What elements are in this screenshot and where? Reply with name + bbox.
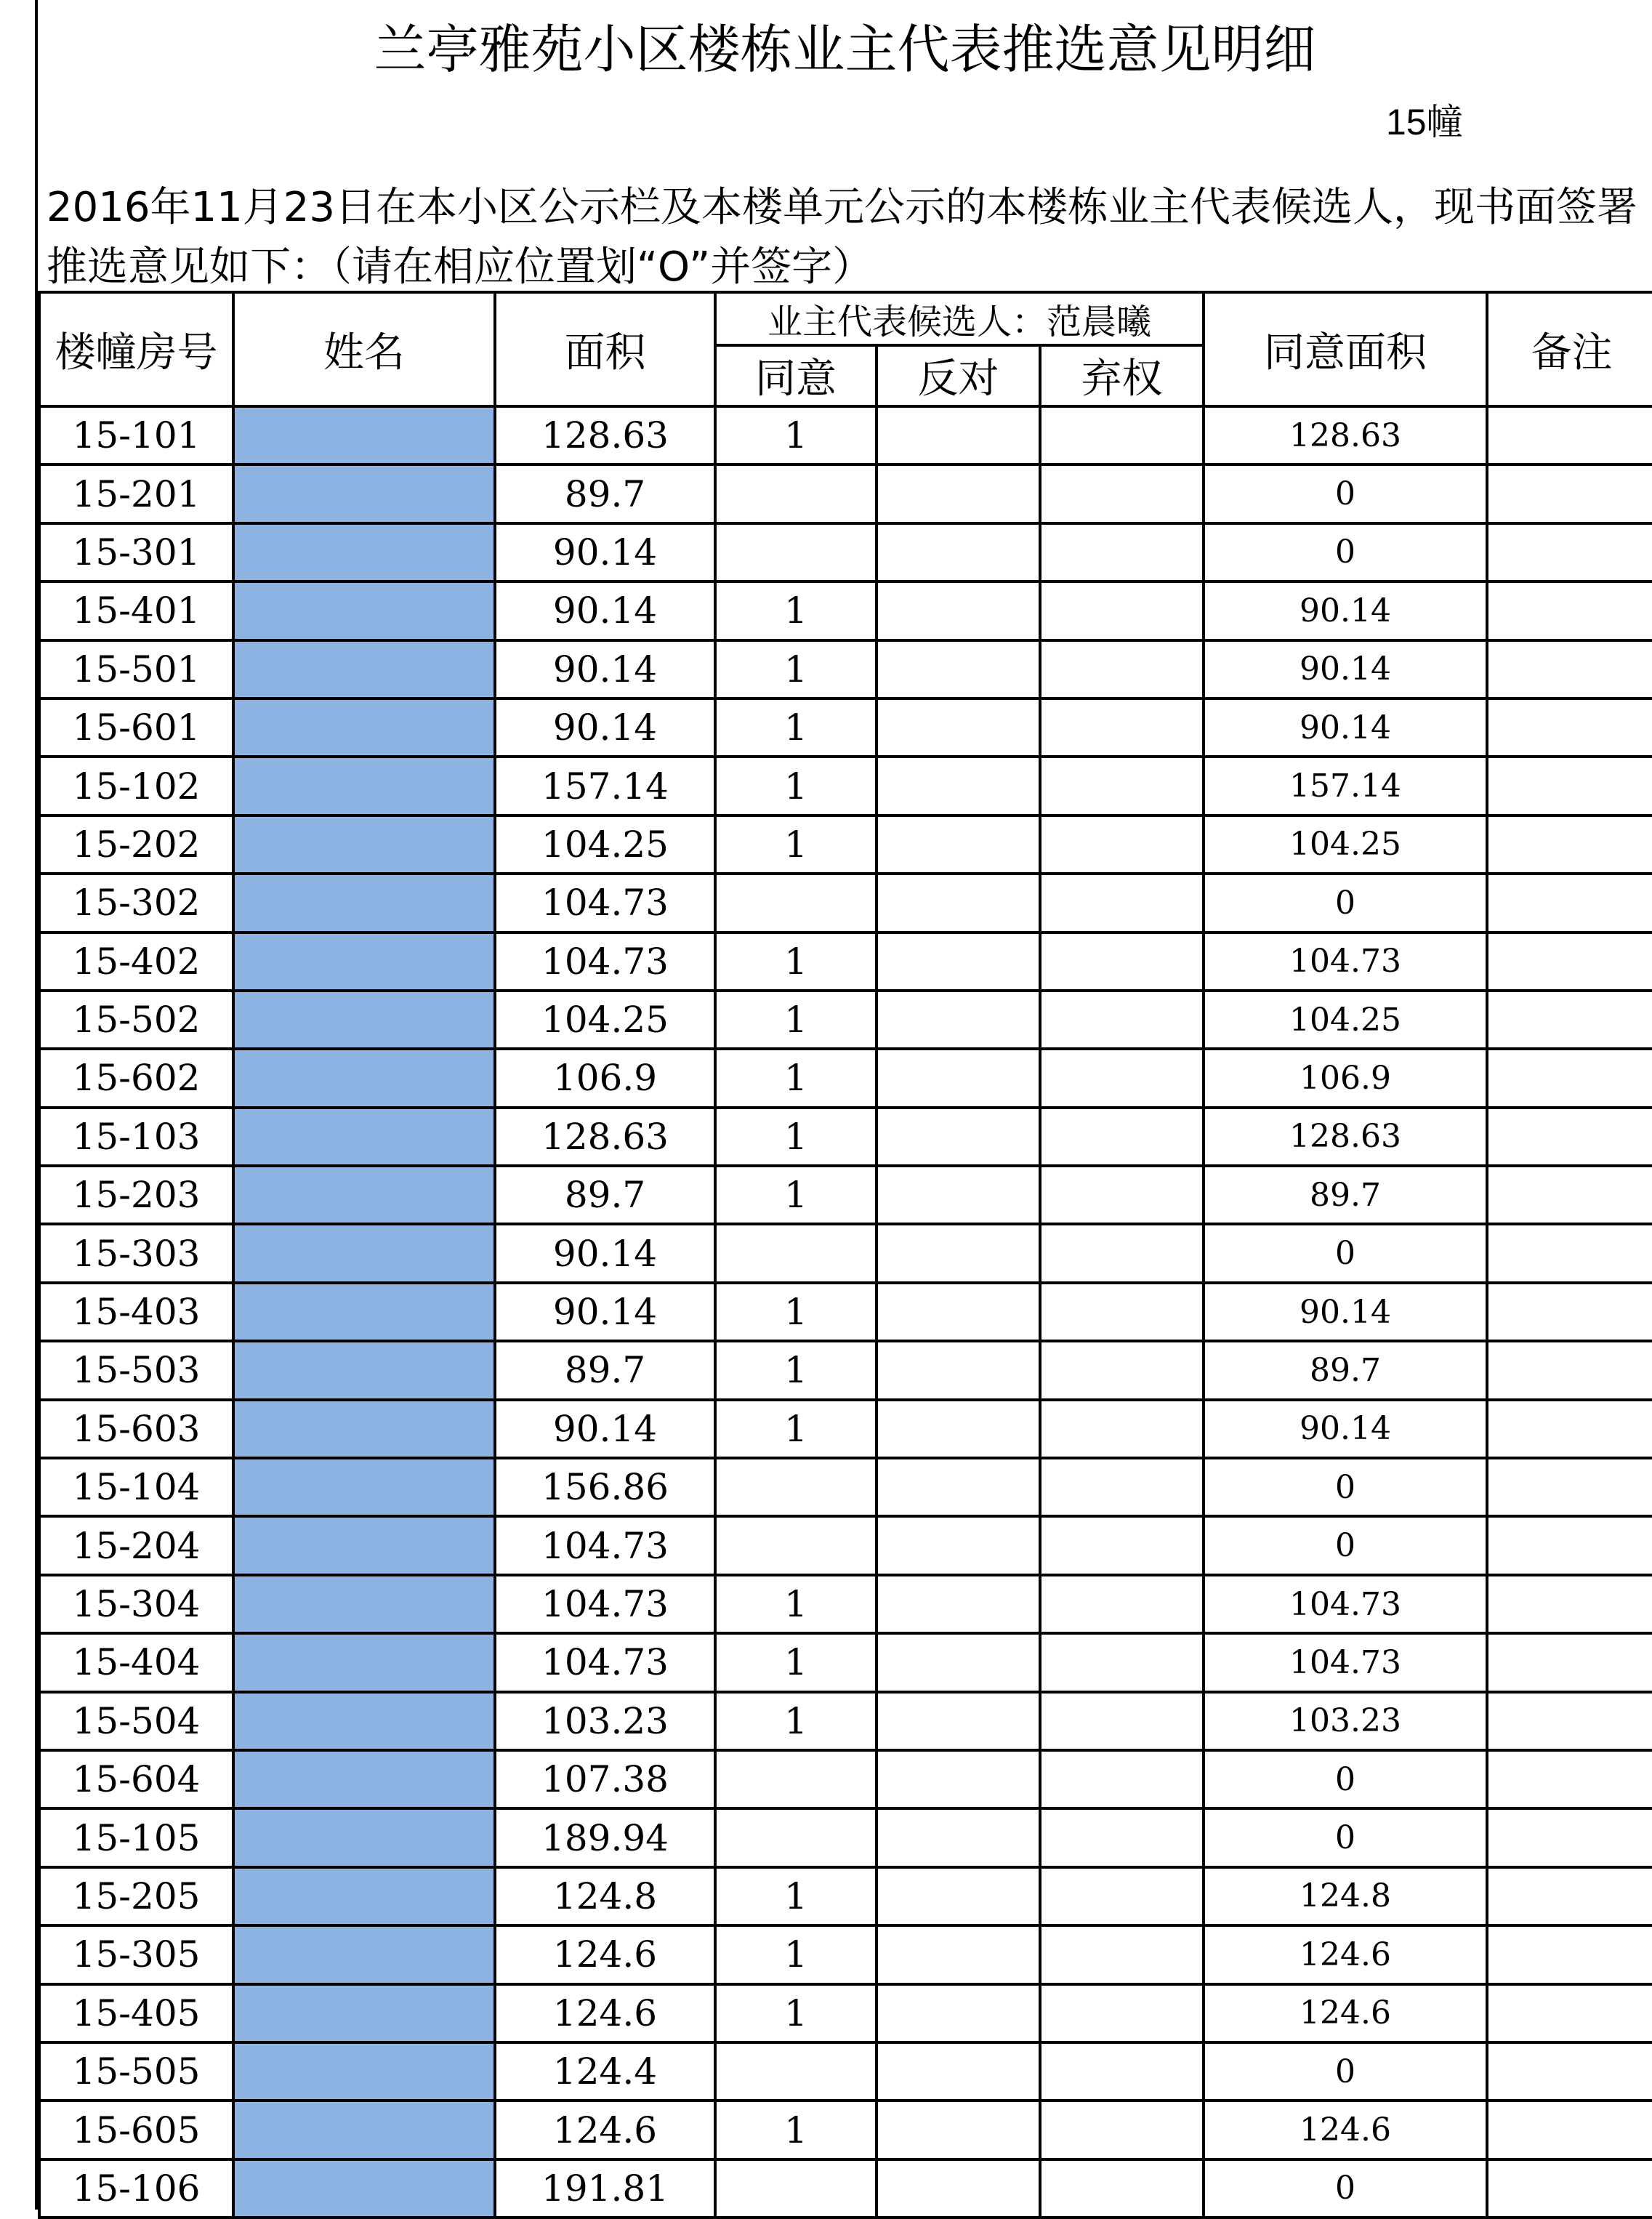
name-cell (233, 1283, 495, 1341)
abstain-cell (1040, 1400, 1204, 1458)
abstain-cell (1040, 1108, 1204, 1166)
room-cell: 15-301 (39, 523, 233, 581)
room-cell: 15-304 (39, 1575, 233, 1633)
agree-cell: 1 (715, 406, 877, 464)
agree-area-cell: 0 (1204, 1808, 1487, 1866)
agree-area-cell: 104.73 (1204, 1575, 1487, 1633)
agree-cell: 1 (715, 581, 877, 640)
room-cell: 15-105 (39, 1808, 233, 1866)
remark-cell (1487, 2042, 1652, 2101)
area-cell: 89.7 (495, 464, 715, 523)
table-row (39, 2042, 1652, 2101)
abstain-cell (1040, 2159, 1204, 2218)
abstain-cell (1040, 1867, 1204, 1925)
name-cell (233, 1166, 495, 1224)
agree-cell: 1 (715, 1049, 877, 1107)
oppose-cell (877, 815, 1040, 874)
area-cell: 104.73 (495, 1516, 715, 1574)
oppose-cell (877, 1108, 1040, 1166)
remark-cell (1487, 1341, 1652, 1399)
room-cell: 15-205 (39, 1867, 233, 1925)
area-cell: 104.73 (495, 1575, 715, 1633)
room-cell: 15-602 (39, 1049, 233, 1107)
remark-cell (1487, 933, 1652, 991)
oppose-cell (877, 1925, 1040, 1984)
table-row (39, 2159, 1652, 2218)
room-cell: 15-505 (39, 2042, 233, 2101)
name-cell (233, 1750, 495, 1808)
agree-area-cell: 0 (1204, 464, 1487, 523)
oppose-cell (877, 523, 1040, 581)
agree-area-cell: 0 (1204, 2042, 1487, 2101)
abstain-cell (1040, 523, 1204, 581)
area-cell: 124.8 (495, 1867, 715, 1925)
remark-cell (1487, 1808, 1652, 1866)
remark-cell (1487, 757, 1652, 815)
area-cell: 124.6 (495, 1925, 715, 1984)
oppose-cell (877, 1692, 1040, 1750)
header-name: 姓名 (233, 292, 495, 406)
abstain-cell (1040, 1224, 1204, 1282)
oppose-cell (877, 581, 1040, 640)
name-cell (233, 581, 495, 640)
abstain-cell (1040, 2042, 1204, 2101)
oppose-cell (877, 991, 1040, 1049)
name-cell (233, 1984, 495, 2042)
table-row (39, 1166, 1652, 1224)
agree-cell: 1 (715, 1283, 877, 1341)
table-row (39, 1458, 1652, 1516)
agree-cell (715, 2159, 877, 2218)
abstain-cell (1040, 1575, 1204, 1633)
agree-cell: 1 (715, 1575, 877, 1633)
room-cell: 15-603 (39, 1400, 233, 1458)
remark-cell (1487, 406, 1652, 464)
agree-cell: 1 (715, 1633, 877, 1691)
notice-text: 2016年11月23日在本小区公示栏及本楼单元公示的本楼栋业主代表候选人，现书面签署推选意见如下：（请在相应位置划“O”并签字） (47, 184, 1638, 291)
area-cell: 128.63 (495, 1108, 715, 1166)
agree-area-cell: 124.6 (1204, 2101, 1487, 2159)
room-cell: 15-502 (39, 991, 233, 1049)
name-cell (233, 523, 495, 581)
oppose-cell (877, 874, 1040, 932)
agree-area-cell: 103.23 (1204, 1692, 1487, 1750)
room-cell: 15-604 (39, 1750, 233, 1808)
room-cell: 15-402 (39, 933, 233, 991)
agree-area-cell: 0 (1204, 2159, 1487, 2218)
remark-cell (1487, 2101, 1652, 2159)
remark-cell (1487, 1516, 1652, 1574)
agree-area-cell: 128.63 (1204, 1108, 1487, 1166)
abstain-cell (1040, 933, 1204, 991)
page-title: 兰亭雅苑小区楼栋业主代表推选意见明细 (374, 19, 1316, 80)
abstain-cell (1040, 1808, 1204, 1866)
agree-cell: 1 (715, 698, 877, 757)
table-row (39, 640, 1652, 698)
agree-cell: 1 (715, 1984, 877, 2042)
remark-cell (1487, 1108, 1652, 1166)
remark-cell (1487, 815, 1652, 874)
remark-cell (1487, 1400, 1652, 1458)
agree-cell: 1 (715, 640, 877, 698)
remark-cell (1487, 1984, 1652, 2042)
room-cell: 15-503 (39, 1341, 233, 1399)
room-cell: 15-501 (39, 640, 233, 698)
area-cell: 90.14 (495, 581, 715, 640)
area-cell: 124.6 (495, 2101, 715, 2159)
agree-cell: 1 (715, 815, 877, 874)
table-row (39, 1575, 1652, 1633)
table-row (39, 1867, 1652, 1925)
abstain-cell (1040, 874, 1204, 932)
name-cell (233, 698, 495, 757)
area-cell: 103.23 (495, 1692, 715, 1750)
remark-cell (1487, 640, 1652, 698)
agree-cell: 1 (715, 1692, 877, 1750)
remark-cell (1487, 991, 1652, 1049)
agree-cell: 1 (715, 991, 877, 1049)
abstain-cell (1040, 640, 1204, 698)
agree-cell: 1 (715, 1108, 877, 1166)
oppose-cell (877, 1049, 1040, 1107)
agree-cell: 1 (715, 757, 877, 815)
oppose-cell (877, 406, 1040, 464)
table-row (39, 1283, 1652, 1341)
abstain-cell (1040, 581, 1204, 640)
agree-area-cell: 124.8 (1204, 1867, 1487, 1925)
room-cell: 15-203 (39, 1166, 233, 1224)
agree-area-cell: 157.14 (1204, 757, 1487, 815)
oppose-cell (877, 1633, 1040, 1691)
agree-cell: 1 (715, 1166, 877, 1224)
table-row (39, 406, 1652, 464)
name-cell (233, 406, 495, 464)
agree-area-cell: 104.73 (1204, 1633, 1487, 1691)
abstain-cell (1040, 1750, 1204, 1808)
abstain-cell (1040, 698, 1204, 757)
table-row (39, 698, 1652, 757)
name-cell (233, 1633, 495, 1691)
area-cell: 106.9 (495, 1049, 715, 1107)
agree-cell (715, 464, 877, 523)
remark-cell (1487, 1750, 1652, 1808)
header-abstain: 弃权 (1040, 345, 1204, 406)
remark-cell (1487, 1224, 1652, 1282)
remark-cell (1487, 1283, 1652, 1341)
oppose-cell (877, 1341, 1040, 1399)
room-cell: 15-302 (39, 874, 233, 932)
table-row (39, 523, 1652, 581)
room-cell: 15-201 (39, 464, 233, 523)
table-row (39, 1925, 1652, 1984)
abstain-cell (1040, 1516, 1204, 1574)
abstain-cell (1040, 757, 1204, 815)
agree-area-cell: 90.14 (1204, 1400, 1487, 1458)
abstain-cell (1040, 1984, 1204, 2042)
name-cell (233, 2159, 495, 2218)
oppose-cell (877, 640, 1040, 698)
agree-area-cell: 0 (1204, 1224, 1487, 1282)
header-remark: 备注 (1487, 292, 1652, 406)
remark-cell (1487, 698, 1652, 757)
remark-cell (1487, 1925, 1652, 1984)
room-cell: 15-104 (39, 1458, 233, 1516)
room-cell: 15-403 (39, 1283, 233, 1341)
oppose-cell (877, 1867, 1040, 1925)
area-cell: 156.86 (495, 1458, 715, 1516)
area-cell: 104.25 (495, 991, 715, 1049)
table-row (39, 464, 1652, 523)
oppose-cell (877, 1808, 1040, 1866)
oppose-cell (877, 1283, 1040, 1341)
room-cell: 15-605 (39, 2101, 233, 2159)
remark-cell (1487, 1575, 1652, 1633)
area-cell: 104.73 (495, 1633, 715, 1691)
table-row (39, 991, 1652, 1049)
table-row (39, 1633, 1652, 1691)
remark-cell (1487, 1049, 1652, 1107)
abstain-cell (1040, 1692, 1204, 1750)
area-cell: 157.14 (495, 757, 715, 815)
name-cell (233, 1516, 495, 1574)
table-row (39, 1516, 1652, 1574)
name-cell (233, 933, 495, 991)
agree-cell (715, 1516, 877, 1574)
oppose-cell (877, 1516, 1040, 1574)
abstain-cell (1040, 1341, 1204, 1399)
oppose-cell (877, 757, 1040, 815)
name-cell (233, 1575, 495, 1633)
area-cell: 191.81 (495, 2159, 715, 2218)
agree-area-cell: 128.63 (1204, 406, 1487, 464)
agree-cell: 1 (715, 1925, 877, 1984)
agree-area-cell: 89.7 (1204, 1341, 1487, 1399)
table-row (39, 1984, 1652, 2042)
room-cell: 15-202 (39, 815, 233, 874)
remark-cell (1487, 1692, 1652, 1750)
header-room: 楼幢房号 (39, 292, 233, 406)
agree-area-cell: 106.9 (1204, 1049, 1487, 1107)
oppose-cell (877, 698, 1040, 757)
oppose-cell (877, 1575, 1040, 1633)
area-cell: 90.14 (495, 1400, 715, 1458)
agree-area-cell: 124.6 (1204, 1984, 1487, 2042)
area-cell: 128.63 (495, 406, 715, 464)
name-cell (233, 2101, 495, 2159)
table-row (39, 2101, 1652, 2159)
agree-cell: 1 (715, 1867, 877, 1925)
oppose-cell (877, 464, 1040, 523)
abstain-cell (1040, 1049, 1204, 1107)
room-cell: 15-204 (39, 1516, 233, 1574)
room-cell: 15-305 (39, 1925, 233, 1984)
table-row (39, 1049, 1652, 1107)
room-cell: 15-504 (39, 1692, 233, 1750)
agree-area-cell: 89.7 (1204, 1166, 1487, 1224)
oppose-cell (877, 2159, 1040, 2218)
remark-cell (1487, 2159, 1652, 2218)
oppose-cell (877, 1458, 1040, 1516)
remark-cell (1487, 523, 1652, 581)
agree-cell (715, 1224, 877, 1282)
oppose-cell (877, 1984, 1040, 2042)
area-cell: 90.14 (495, 1283, 715, 1341)
agree-area-cell: 0 (1204, 1750, 1487, 1808)
abstain-cell (1040, 1166, 1204, 1224)
name-cell (233, 640, 495, 698)
agree-area-cell: 90.14 (1204, 1283, 1487, 1341)
abstain-cell (1040, 2101, 1204, 2159)
abstain-cell (1040, 991, 1204, 1049)
agree-cell: 1 (715, 1400, 877, 1458)
building-label: 15幢 (1386, 102, 1463, 142)
oppose-cell (877, 1166, 1040, 1224)
name-cell (233, 815, 495, 874)
agree-cell: 1 (715, 933, 877, 991)
agree-area-cell: 90.14 (1204, 698, 1487, 757)
agree-area-cell: 0 (1204, 874, 1487, 932)
agree-area-cell: 0 (1204, 1516, 1487, 1574)
name-cell (233, 1808, 495, 1866)
abstain-cell (1040, 1633, 1204, 1691)
area-cell: 124.4 (495, 2042, 715, 2101)
table-row (39, 1108, 1652, 1166)
agree-area-cell: 0 (1204, 1458, 1487, 1516)
table-row (39, 1341, 1652, 1399)
name-cell (233, 757, 495, 815)
oppose-cell (877, 1224, 1040, 1282)
agree-area-cell: 0 (1204, 523, 1487, 581)
header-oppose: 反对 (877, 345, 1040, 406)
agree-cell (715, 2042, 877, 2101)
oppose-cell (877, 2101, 1040, 2159)
room-cell: 15-102 (39, 757, 233, 815)
remark-cell (1487, 1633, 1652, 1691)
room-cell: 15-103 (39, 1108, 233, 1166)
name-cell (233, 991, 495, 1049)
remark-cell (1487, 464, 1652, 523)
table-row (39, 1750, 1652, 1808)
header-agree: 同意 (715, 345, 877, 406)
name-cell (233, 1867, 495, 1925)
area-cell: 89.7 (495, 1341, 715, 1399)
area-cell: 90.14 (495, 698, 715, 757)
abstain-cell (1040, 1283, 1204, 1341)
oppose-cell (877, 1400, 1040, 1458)
table-row (39, 874, 1652, 932)
area-cell: 104.73 (495, 874, 715, 932)
room-cell: 15-106 (39, 2159, 233, 2218)
name-cell (233, 1925, 495, 1984)
table-row (39, 1224, 1652, 1282)
area-cell: 90.14 (495, 523, 715, 581)
oppose-cell (877, 1750, 1040, 1808)
abstain-cell (1040, 1925, 1204, 1984)
area-cell: 89.7 (495, 1166, 715, 1224)
remark-cell (1487, 874, 1652, 932)
table-row (39, 1692, 1652, 1750)
abstain-cell (1040, 406, 1204, 464)
header-area: 面积 (495, 292, 715, 406)
table-row (39, 757, 1652, 815)
agree-area-cell: 90.14 (1204, 581, 1487, 640)
name-cell (233, 464, 495, 523)
area-cell: 189.94 (495, 1808, 715, 1866)
header-candidate: 业主代表候选人：范晨曦 (715, 292, 1204, 345)
area-cell: 107.38 (495, 1750, 715, 1808)
area-cell: 90.14 (495, 1224, 715, 1282)
room-cell: 15-405 (39, 1984, 233, 2042)
table-row (39, 933, 1652, 991)
agree-area-cell: 90.14 (1204, 640, 1487, 698)
area-cell: 124.6 (495, 1984, 715, 2042)
room-cell: 15-601 (39, 698, 233, 757)
name-cell (233, 1108, 495, 1166)
spreadsheet-page (35, 0, 1652, 2210)
agree-area-cell: 104.73 (1204, 933, 1487, 991)
abstain-cell (1040, 464, 1204, 523)
room-cell: 15-303 (39, 1224, 233, 1282)
header-agree-area: 同意面积 (1204, 292, 1487, 406)
agree-cell (715, 523, 877, 581)
agree-cell (715, 874, 877, 932)
abstain-cell (1040, 815, 1204, 874)
name-cell (233, 1400, 495, 1458)
abstain-cell (1040, 1458, 1204, 1516)
name-cell (233, 1692, 495, 1750)
room-cell: 15-101 (39, 406, 233, 464)
name-cell (233, 1224, 495, 1282)
agree-cell (715, 1458, 877, 1516)
agree-area-cell: 104.25 (1204, 815, 1487, 874)
agree-cell: 1 (715, 2101, 877, 2159)
name-cell (233, 874, 495, 932)
agree-area-cell: 124.6 (1204, 1925, 1487, 1984)
remark-cell (1487, 1166, 1652, 1224)
area-cell: 104.25 (495, 815, 715, 874)
table-body (39, 406, 1652, 2218)
agree-cell: 1 (715, 1341, 877, 1399)
remark-cell (1487, 581, 1652, 640)
table-row (39, 1808, 1652, 1866)
name-cell (233, 1458, 495, 1516)
name-cell (233, 1341, 495, 1399)
vote-table (38, 291, 1652, 2219)
area-cell: 104.73 (495, 933, 715, 991)
area-cell: 90.14 (495, 640, 715, 698)
oppose-cell (877, 2042, 1040, 2101)
table-row (39, 1400, 1652, 1458)
room-cell: 15-401 (39, 581, 233, 640)
agree-cell (715, 1808, 877, 1866)
table-row (39, 815, 1652, 874)
remark-cell (1487, 1867, 1652, 1925)
agree-cell (715, 1750, 877, 1808)
remark-cell (1487, 1458, 1652, 1516)
name-cell (233, 1049, 495, 1107)
table-row (39, 581, 1652, 640)
oppose-cell (877, 933, 1040, 991)
name-cell (233, 2042, 495, 2101)
room-cell: 15-404 (39, 1633, 233, 1691)
agree-area-cell: 104.25 (1204, 991, 1487, 1049)
